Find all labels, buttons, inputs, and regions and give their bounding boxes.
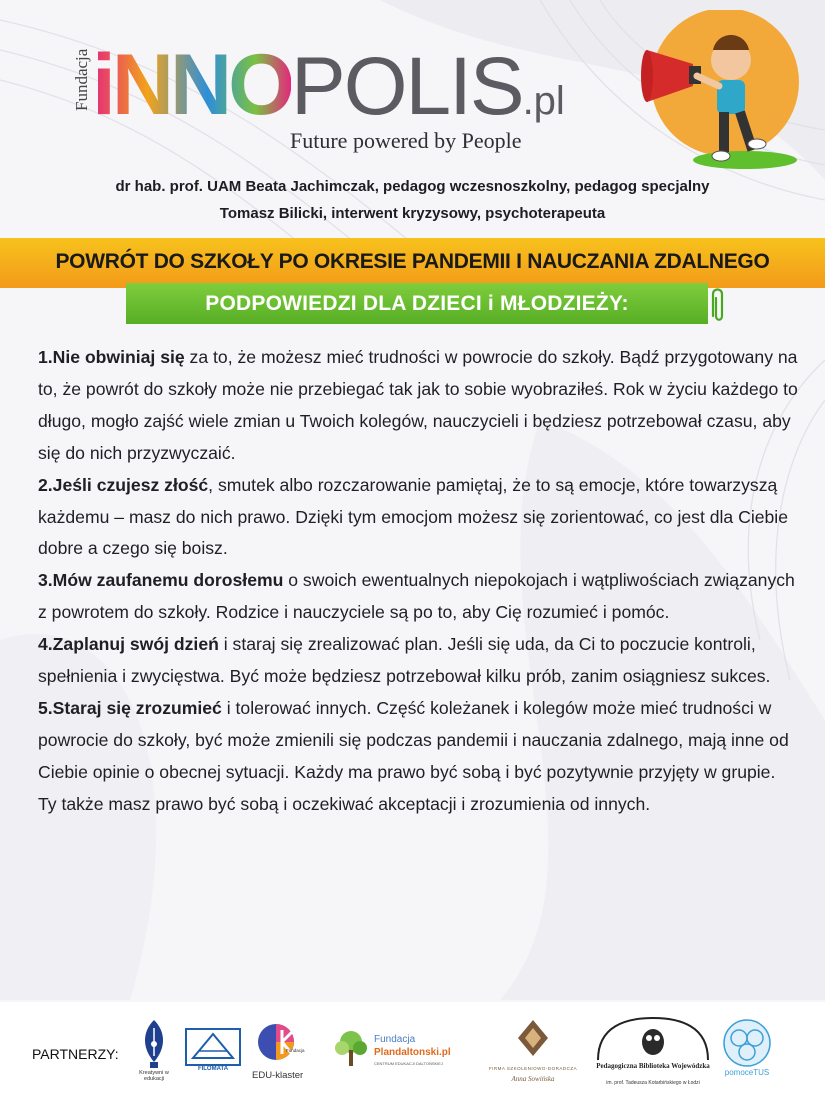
tip-lead: 4.Zaplanuj swój dzień xyxy=(38,634,219,655)
partner-pomocetus-logo xyxy=(722,1018,772,1084)
header xyxy=(0,0,825,230)
tip-item xyxy=(38,629,798,693)
partner-plandaltonski-name: Plandaltonski.pl xyxy=(374,1047,451,1058)
tip-lead: 5.Staraj się zrozumieć xyxy=(38,697,222,718)
tree-icon xyxy=(332,1028,370,1068)
tip-lead: 1.Nie obwiniaj się xyxy=(38,347,185,367)
partner-firma-signature: Anna Sowińska xyxy=(511,1075,555,1083)
logo-part-inno: iNNO xyxy=(92,37,291,133)
title-banner xyxy=(0,238,825,288)
partner-firma-name: FIRMA SZKOLENIOWO-DORADCZA xyxy=(488,1066,578,1071)
partners-footer xyxy=(0,1002,825,1100)
tip-text: o swoich ewentualnych niepokojach i wątpliwościach związanych z powrotem do szkoły. Rodzice i nauczyciele są po to, aby Cię rozumieć i pomóc. xyxy=(38,570,795,623)
owl-emblem-icon xyxy=(594,1016,712,1060)
partner-filomata-name: FILOMATA xyxy=(197,1066,229,1072)
author-line-1: dr hab. prof. UAM Beata Jachimczak, pedagog wczesnoszkolny, pedagog specjalny xyxy=(115,178,710,195)
tip-lead: 3.Mów zaufanemu dorosłemu xyxy=(38,570,284,591)
tip-lead: 2.Jeśli czujesz złość xyxy=(38,474,209,495)
partner-biblioteka-logo xyxy=(594,1016,712,1094)
megaphone-boy-icon xyxy=(633,10,803,170)
tips-list xyxy=(38,342,798,821)
pyramid-icon xyxy=(185,1028,241,1066)
fountain-pen-icon xyxy=(136,1018,172,1070)
partner-edu-klaster-fundacja: Fundacja xyxy=(286,1048,305,1053)
diamond-emblem-icon xyxy=(486,1016,580,1062)
partner-biblioteka-sub: im. prof. Tadeusza Kotarbińskiego w Łodzi xyxy=(606,1080,700,1086)
tip-item xyxy=(38,342,798,470)
tip-text: i tolerować innych. Część koleżanek i kolegów może mieć trudności w powrocie do szkoły, być może zmienili się podczas pandemii i nauczania zdalnego, mają inne od Ciebie opinie o obecnej sytuacji. Każdy ma prawo być sobą i być pozytywnie przyjęty w grupie. Ty także masz prawo być sobą i oczekiwać akceptacji i zrozumienia od innych. xyxy=(38,697,789,814)
partner-plandaltonski-logo xyxy=(332,1028,458,1074)
partner-plandaltonski-sub: CENTRUM EDUKACJI DALTOŃSKIEJ xyxy=(374,1061,443,1066)
partner-filomata-logo xyxy=(185,1028,241,1074)
tip-text: i staraj się zrealizować plan. Jeśli się uda, da Ci to poczucie kontroli, spełnienia i zwycięstwa. Być może będziesz potrzebował kilku prób, zanim osiągniesz sukces. xyxy=(38,634,771,687)
partner-plandaltonski-fundacja: Fundacja xyxy=(374,1034,416,1045)
page-subtitle: PODPOWIEDZI DLA DZIECI i MŁODZIEŻY: xyxy=(205,292,629,315)
logo-tagline: Future powered by People xyxy=(290,128,522,153)
partner-edu-klaster-name: EDU-klaster xyxy=(252,1070,304,1081)
partner-firma-szkoleniowa-logo xyxy=(486,1016,580,1090)
page-title: POWRÓT DO SZKOŁY PO OKRESIE PANDEMII I NAUCZANIA ZDALNEGO xyxy=(55,250,770,273)
author-line-2: Tomasz Bilicki, interwent kryzysowy, psychoterapeuta xyxy=(219,205,606,222)
tip-text: za to, że możesz mieć trudności w powrocie do szkoły. Bądź przygotowany na to, że powrót do szkoły może nie przebiegać tak jak to sobie wyobraziłeś. Rok w życiu każdego to długo, mogło zajść wiele zmian u Twoich kolegów, nauczycieli i będziesz potrzebował czasu, aby się do nich przyzwyczaić. xyxy=(38,347,798,463)
subtitle-banner xyxy=(126,283,708,324)
partners-label: PARTNERZY: xyxy=(32,1046,119,1062)
edu-klaster-icon xyxy=(252,1018,322,1066)
partner-kreatywni-name: Kreatywni w edukacji xyxy=(139,1070,169,1082)
tip-item xyxy=(38,470,798,566)
tip-text: , smutek albo rozczarowanie pamiętaj, że to są emocje, które towarzyszą każdemu – masz do nich prawo. Dzięki tym emocjom możesz się zorientować, co jest dla Ciebie dobre a czego się boisz. xyxy=(38,474,788,559)
logo-tld: .pl xyxy=(522,79,565,123)
partner-biblioteka-name: Pedagogiczna Biblioteka Wojewódzka xyxy=(596,1062,710,1070)
tip-item xyxy=(38,693,798,821)
paperclip-icon xyxy=(707,286,727,324)
tip-item xyxy=(38,565,798,629)
partner-edu-klaster-logo xyxy=(252,1018,322,1088)
logo-prefix: Fundacja xyxy=(72,48,91,112)
partner-kreatywni-logo xyxy=(136,1018,172,1088)
logo-part-polis: POLIS xyxy=(291,41,523,132)
smiling-faces-icon xyxy=(722,1018,772,1068)
partner-pomocetus-name: pomoceTUS xyxy=(724,1068,770,1077)
